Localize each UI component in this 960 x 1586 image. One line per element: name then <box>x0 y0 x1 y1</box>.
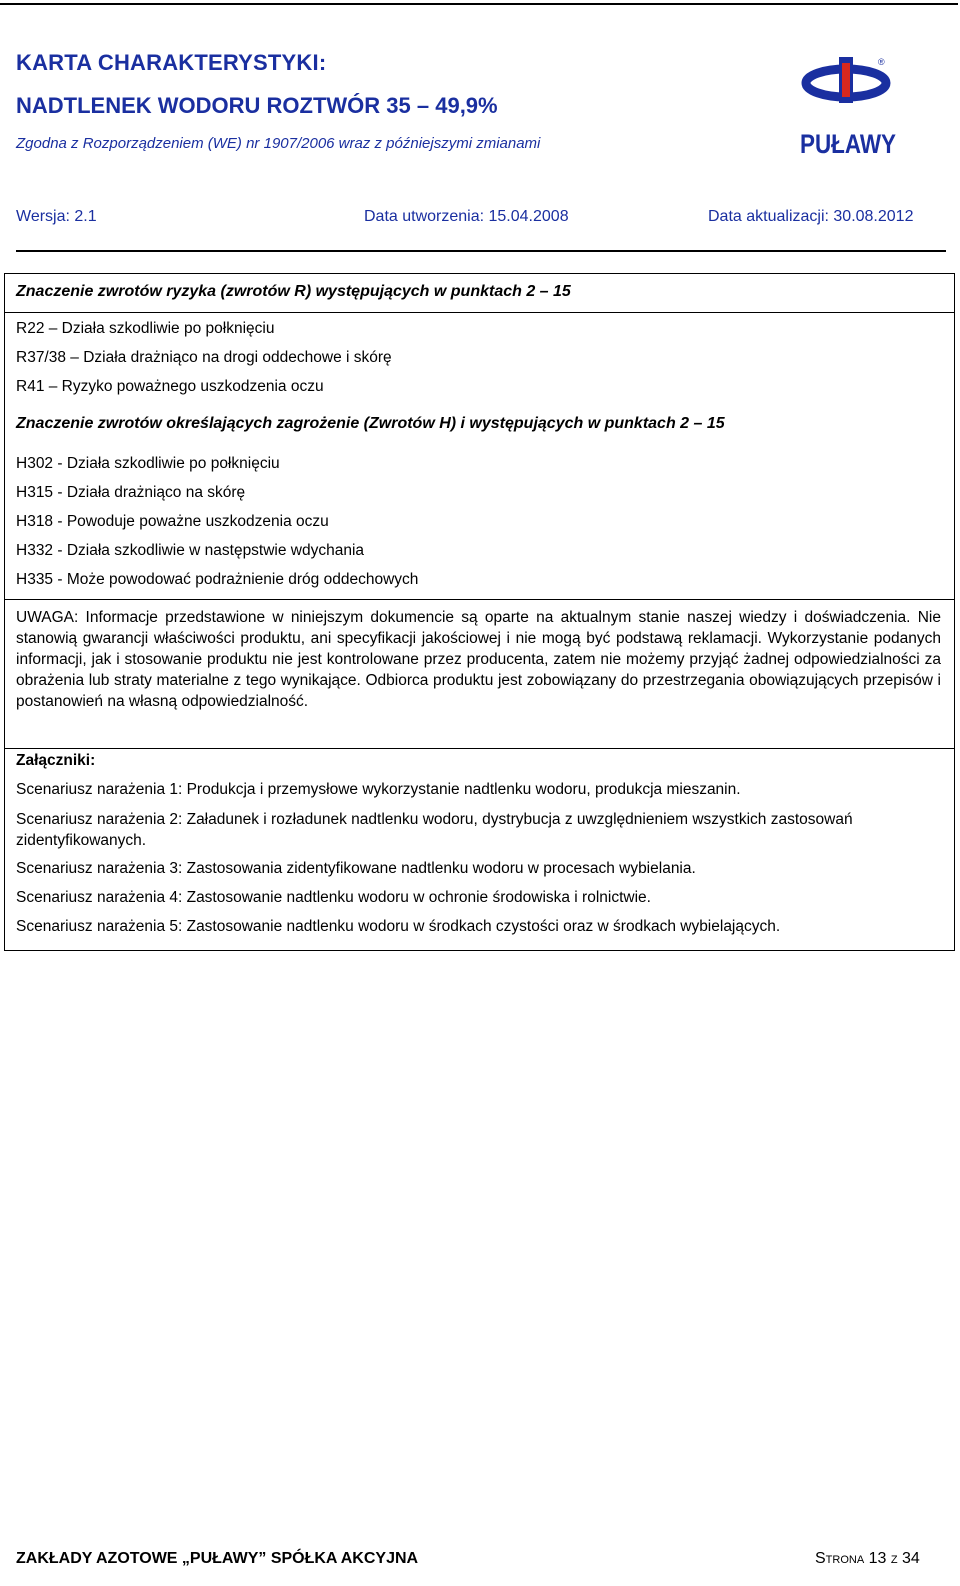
h-phrase-item: H318 - Powoduje poważne uszkodzenia oczu <box>16 513 329 530</box>
page-number: Strona 13 z 34 <box>815 1550 920 1567</box>
h-phrase-item: H335 - Może powodować podrażnienie dróg oddechowych <box>16 571 419 588</box>
updated-date: Data aktualizacji: 30.08.2012 <box>708 208 914 225</box>
h-phrase-item: H332 - Działa szkodliwie w następstwie wdychania <box>16 542 365 559</box>
attachment-item: Scenariusz narażenia 2: Załadunek i rozładunek nadtlenku wodoru, dystrybucja z uwzględnieniem wszystkich zastosowań zidentyfikowanych. <box>16 811 853 849</box>
product-name: NADTLENEK WODORU ROZTWÓR 35 – 49,9% <box>16 93 498 118</box>
footer-company: ZAKŁADY AZOTOWE „PUŁAWY” SPÓŁKA AKCYJNA <box>16 1550 419 1567</box>
attachment-item: Scenariusz narażenia 3: Zastosowania zidentyfikowane nadtlenku wodoru w procesach wybielania. <box>16 860 696 877</box>
logo-text: PUŁAWY <box>800 129 896 159</box>
attachment-item: Scenariusz narażenia 5: Zastosowanie nadtlenku wodoru w środkach czystości oraz w środkach wybielających. <box>16 918 781 935</box>
regulation-note: Zgodna z Rozporządzeniem (WE) nr 1907/2006 wraz z późniejszymi zmianami <box>16 135 541 152</box>
attachments-box <box>4 749 955 951</box>
r-section-header-box <box>4 273 955 313</box>
r-phrase-item: R22 – Działa szkodliwie po połknięciu <box>16 320 275 337</box>
pulawy-logo <box>800 55 900 160</box>
header-divider <box>16 250 946 252</box>
version: Wersja: 2.1 <box>16 208 97 225</box>
top-rule <box>0 3 958 5</box>
created-date: Data utworzenia: 15.04.2008 <box>364 208 569 225</box>
disclaimer-note: UWAGA: Informacje przedstawione w niniejszym dokumencie są oparte na aktualnym stanie naszej wiedzy i doświadczenia. Nie stanowią gwarancji właściwości produktu, ani specyfikacji jakościowej i nie mogą być podstawą reklamacji. Wykorzystanie podanych informacji, jak i stosowanie produktu nie jest kontrolowane przez producenta, zatem nie możemy przyjąć żadnej odpowiedzialności za obrażenia lub straty materialne z tego wynikające. Odbiorca produktu jest zobowiązany do przestrzegania obowiązujących przepisów i postanowień na własną odpowiedzialność. <box>16 609 941 710</box>
h-section-heading: Znaczenie zwrotów określających zagrożenie (Zwrotów H) i występujących w punktach 2 – 15 <box>16 415 725 432</box>
attachment-item: Scenariusz narażenia 1: Produkcja i przemysłowe wykorzystanie nadtlenku wodoru, produkcja mieszanin. <box>16 781 741 798</box>
phrases-box <box>4 313 955 600</box>
note-box <box>4 600 955 749</box>
attachments-heading: Załączniki: <box>16 752 96 769</box>
h-phrase-item: H302 - Działa szkodliwie po połknięciu <box>16 455 280 472</box>
r-phrase-item: R37/38 – Działa drażniąco na drogi oddechowe i skórę <box>16 349 392 366</box>
attachment-item: Scenariusz narażenia 4: Zastosowanie nadtlenku wodoru w ochronie środowiska i rolnictwie. <box>16 889 651 906</box>
h-phrase-item: H315 - Działa drażniąco na skórę <box>16 484 246 501</box>
r-section-heading: Znaczenie zwrotów ryzyka (zwrotów R) występujących w punktach 2 – 15 <box>16 283 571 300</box>
document-title: KARTA CHARAKTERYSTYKI: <box>16 50 327 75</box>
r-phrase-item: R41 – Ryzyko poważnego uszkodzenia oczu <box>16 378 324 395</box>
registered-mark: ® <box>878 57 885 67</box>
